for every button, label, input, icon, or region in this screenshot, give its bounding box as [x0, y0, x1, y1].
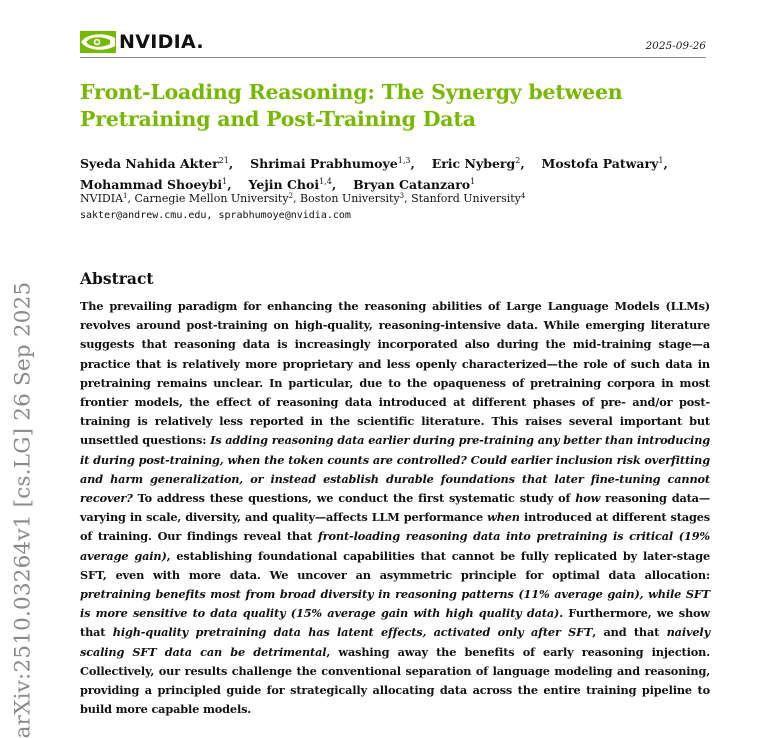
affiliation-item: Carnegie Mellon University$^2$ [134, 192, 294, 205]
affiliation-item: Stanford University$^4$ [411, 192, 526, 205]
affiliation-item: NVIDIA$^1$ [80, 192, 128, 205]
author-name: Syeda Nahida Akter$^{21}$, [80, 156, 234, 171]
author-affiliation-mark: 1,4 [319, 177, 332, 186]
contact-emails: sakter@andrew.cmu.edu, sprabhumoye@nvidia.com [80, 210, 351, 221]
affiliations: NVIDIA$^1$, Carnegie Mellon University$^2$, Boston University$^3$, Stanford University$^4$ [80, 192, 526, 205]
affiliation-item: Boston University$^3$ [300, 192, 405, 205]
author-name: Shrimai Prabhumoye$^{1,3}$, [250, 156, 415, 171]
arxiv-identifier: arXiv:2510.03264v1 [cs.LG] 26 Sep 2025 [10, 281, 36, 738]
abstract-emphasis: naively scaling SFT data can be detrimental [80, 625, 710, 659]
author-name: Bryan Catanzaro$^1$ [353, 177, 476, 192]
paper-title: Front-Loading Reasoning: The Synergy between Pretraining and Post-Training Data [80, 80, 623, 131]
author-list [80, 153, 706, 195]
author-affiliation-mark: 1,3 [397, 156, 411, 165]
abstract-body: The prevailing paradigm for enhancing the reasoning abilities of Large Language Models (LLMs) revolves around post-training on high-quality, reasoning-intensive data. While emerging literature suggests that reasoning data is increasingly incorporated also during the mid-training stage—a practice that is relatively more proprietary and less openly characterized—the role of such data in pretraining remains unclear. In particular, due to the opaqueness of pretraining corpora in most frontier models, the effect of reasoning data introduced at different phases of pre- and/or post-training is relatively less reported in the scientific literature. This raises several important but unsettled questions: Is adding reasoning data earlier during pre-training any better than introducing it during post-training, when the token counts are controlled? Could earlier inclusion risk overfitting and harm generalization, or instead establish durable foundations that later fine-tuning cannot recover? To address these questions, we conduct the first systematic study of how reasoning data—varying in scale, diversity, and quality—affects LLM performance when introduced at different stages of training. Our findings reveal that front-loading reasoning data into pretraining is critical (19% average gain), establishing foundational capabilities that cannot be fully replicated by later-stage SFT, even with more data. We uncover an asymmetric principle for optimal data allocation: pretraining benefits most from broad diversity in reasoning patterns (11% average gain), while SFT is more sensitive to data quality (15% average gain with high quality data). Furthermore, we show that high-quality pretraining data has latent effects, activated only after SFT, and that naively scaling SFT data can be detrimental, washing away the benefits of early reasoning injection. Collectively, our results challenge the conventional separation of language modeling and reasoning, providing a principled guide for strategically allocating data across the entire training pipeline to build more capable models. [80, 299, 711, 717]
abstract-emphasis: how [575, 491, 601, 506]
brand-name: NVIDIA. [119, 31, 204, 53]
author-affiliation-mark: 2 [515, 156, 521, 165]
author-name: Mostofa Patwary$^1$, [541, 156, 668, 171]
abstract-emphasis: when [487, 510, 520, 525]
author-affiliation-mark: 1 [470, 177, 476, 186]
abstract-emphasis: high-quality pretraining data has latent effects, activated only after SFT [112, 625, 593, 640]
nvidia-eye-icon [80, 31, 116, 53]
author-name: Eric Nyberg$^2$, [431, 156, 525, 171]
abstract-heading: Abstract [80, 269, 154, 288]
paper-header [80, 30, 706, 54]
publication-date: 2025-09-26 [645, 40, 706, 52]
abstract-emphasis: front-loading reasoning data into pretraining is critical (19% average gain) [80, 529, 710, 563]
author-affiliation-mark: 21 [218, 156, 229, 165]
author-affiliation-mark: 1 [222, 177, 228, 186]
header-divider [80, 57, 706, 58]
author-name: Mohammad Shoeybi$^1$, [80, 177, 232, 192]
author-name: Yejin Choi$^{1,4}$, [248, 177, 337, 192]
abstract-emphasis: Is adding reasoning data earlier during pre-training any better than introducing it during post-training, when the token counts are controlled? Could earlier inclusion risk overfitting and harm generalization, or instead establish durable foundations that later fine-tuning cannot recover? [80, 433, 711, 506]
nvidia-logo [80, 30, 204, 54]
author-affiliation-mark: 1 [658, 156, 664, 165]
abstract-emphasis: pretraining benefits most from broad diversity in reasoning patterns (11% average gain), while SFT is more sensitive to data quality (15% average gain with high quality data) [80, 587, 710, 621]
